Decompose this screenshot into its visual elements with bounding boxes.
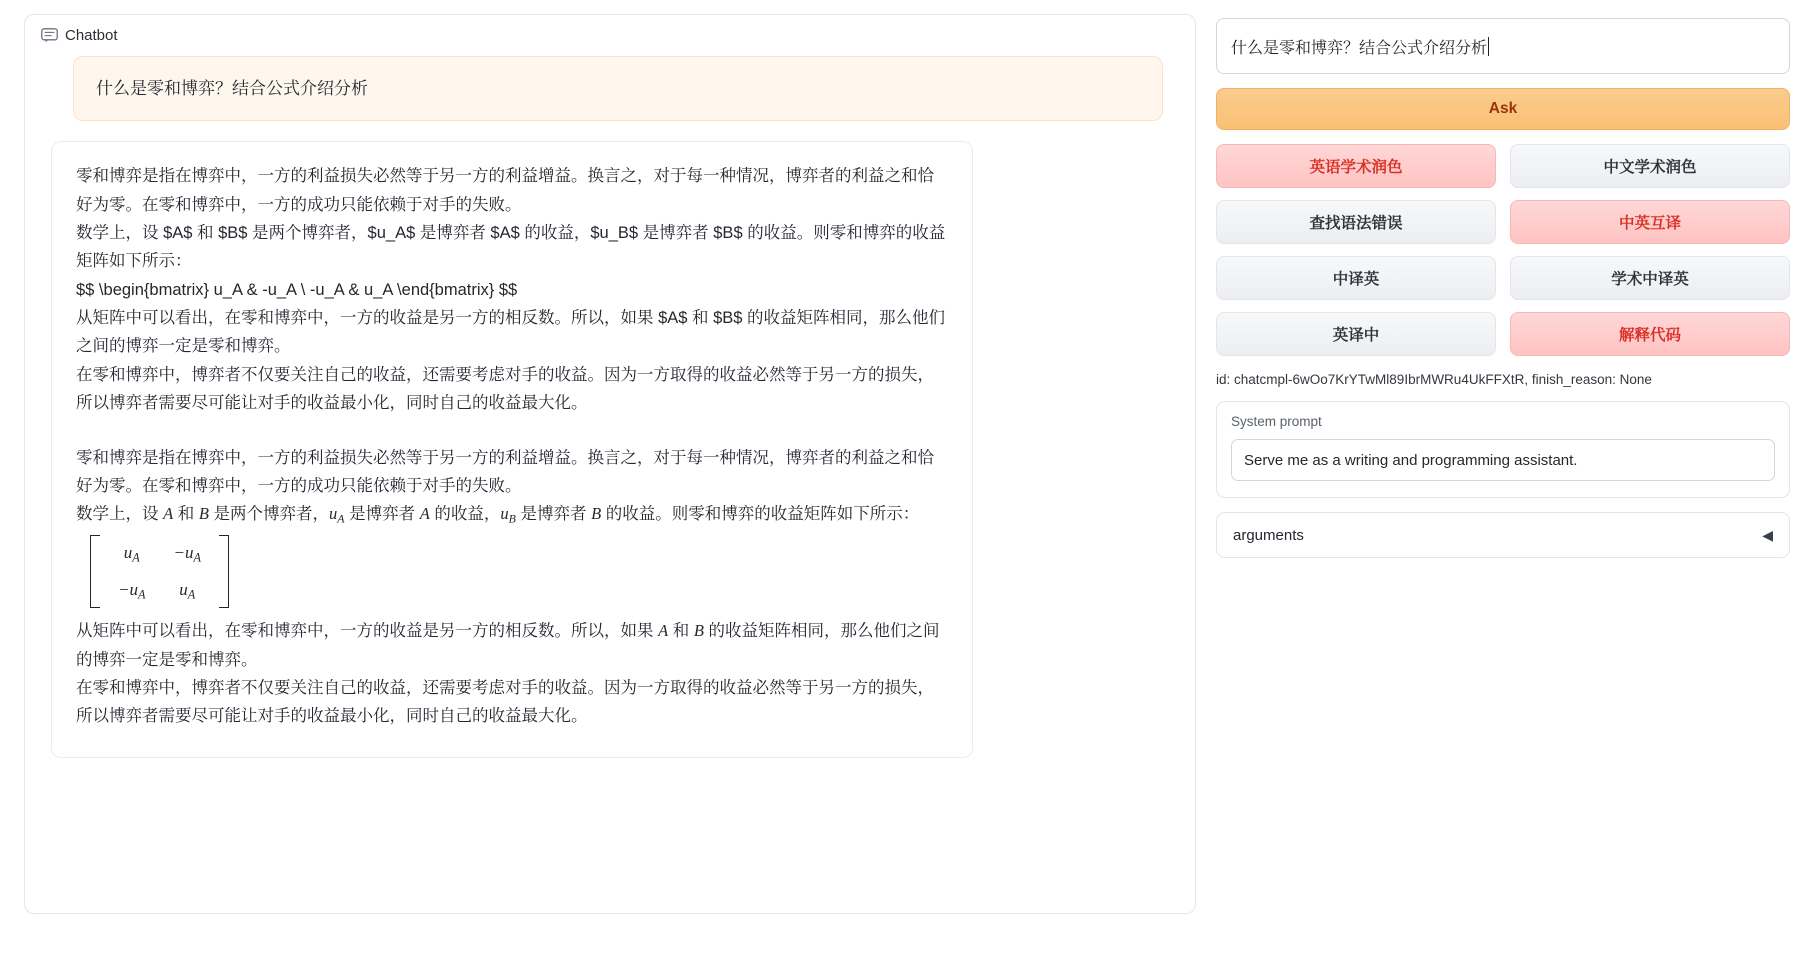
assistant-rendered-para-4	[76, 617, 948, 674]
function-button-label: 中译英	[1332, 271, 1380, 288]
user-message-text: 什么是零和博弈？结合公式介绍分析	[96, 79, 368, 98]
rendered-p2-pre: 数学上，设	[76, 505, 164, 524]
system-prompt-label: System prompt	[1231, 414, 1322, 429]
prompt-input[interactable]	[1216, 18, 1790, 74]
rendered-p2-mid4: 的收益，	[429, 505, 501, 524]
matrix-cell-r2c1: $-u_A$	[118, 579, 146, 601]
function-button-grammar-check[interactable]	[1216, 200, 1496, 244]
arguments-accordion[interactable]	[1216, 512, 1790, 558]
matrix-cell-r2c2: $u_A$	[179, 579, 196, 601]
matrix-row	[104, 535, 215, 571]
text-caret	[1488, 37, 1489, 56]
ask-button[interactable]	[1216, 88, 1790, 130]
matrix-right-bracket	[219, 535, 229, 608]
rendered-p2-mid3: 是博弈者	[344, 505, 420, 524]
function-button-en-to-cn[interactable]	[1216, 312, 1496, 356]
function-button-label: 中英互译	[1618, 215, 1681, 232]
response-meta: id: chatcmpl-6wOo7KrYTwMl89IbrMWRu4UkFFXtR, finish_reason: None	[1216, 372, 1652, 387]
matrix-cell-r1c1: $u_A$	[123, 543, 140, 565]
function-button-label: 查找语法错误	[1309, 215, 1403, 232]
function-button-cn-to-en[interactable]	[1216, 256, 1496, 300]
function-button-grid	[1216, 144, 1790, 356]
assistant-rendered-para-2	[76, 500, 948, 529]
assistant-raw-para-2: 数学上，设 $A$ 和 $B$ 是两个博弈者，$u_A$ 是博弈者 $A$ 的收益，$u_B$ 是博弈者 $B$ 的收益。则零和博弈的收益矩阵如下所示：	[76, 223, 946, 271]
chatbot-panel	[24, 14, 1196, 914]
payoff-matrix	[90, 535, 229, 608]
rendered-var-ua-sub: A	[337, 511, 345, 526]
rendered-p4-pre: 从矩阵中可以看出，在零和博弈中，一方的收益是另一方的相反数。所以，如果	[76, 622, 659, 641]
ask-button-label: Ask	[1488, 100, 1518, 117]
rendered-var-a: A	[163, 504, 174, 524]
assistant-raw-latex-matrix: $$ \begin{bmatrix} u_A & -u_A \ -u_A & u_A \end{bmatrix} $$	[76, 280, 518, 299]
chat-bubble-icon	[41, 28, 58, 43]
prompt-input-value: 什么是零和博弈？结合公式介绍分析	[1231, 39, 1488, 57]
function-button-academic-cn-to-en[interactable]	[1510, 256, 1790, 300]
rendered-p4-end: 的收益矩阵相同，那么他们之间的博弈一定是零和博弈。	[76, 622, 940, 669]
matrix-cell-r1c2: $-u_A$	[173, 543, 201, 565]
rendered-var-b2: B	[591, 504, 602, 524]
assistant-raw-para-1: 零和博弈是指在博弈中，一方的利益损失必然等于另一方的利益增益。换言之，对于每一种情况，博弈者的利益之和恰好为零。在零和博弈中，一方的成功只能依赖于对手的失败。	[76, 167, 934, 214]
function-button-english-polish[interactable]	[1216, 144, 1496, 188]
function-button-label: 英译中	[1332, 327, 1380, 344]
function-button-label: 英语学术润色	[1309, 159, 1403, 176]
system-prompt-value: Serve me as a writing and programming assistant.	[1244, 451, 1578, 469]
rendered-var-a2: A	[419, 504, 430, 524]
rendered-p2-mid2: 是两个博弈者，	[208, 505, 330, 524]
controls-panel	[1216, 14, 1790, 961]
function-button-label: 中文学术润色	[1603, 159, 1697, 176]
system-prompt-group	[1216, 401, 1790, 498]
matrix-left-bracket	[90, 535, 100, 608]
chatbot-label-text: Chatbot	[65, 27, 118, 44]
rendered-p2-mid1: 和	[173, 505, 199, 524]
rendered-p4-var-b: B	[693, 621, 704, 641]
arguments-label: arguments	[1233, 526, 1304, 544]
assistant-raw-para-4: 从矩阵中可以看出，在零和博弈中，一方的收益是另一方的相反数。所以，如果 $A$ 和 $B$ 的收益矩阵相同，那么他们之间的博弈一定是零和博弈。	[76, 309, 946, 356]
rendered-var-ua: u	[329, 504, 338, 524]
function-button-chinese-polish[interactable]	[1510, 144, 1790, 188]
function-button-explain-code[interactable]	[1510, 312, 1790, 356]
assistant-raw-para-5: 在零和博弈中，博弈者不仅要关注自己的收益，还需要考虑对手的收益。因为一方取得的收益必然等于另一方的损失，所以博弈者需要尽可能让对手的收益最小化，同时自己的收益最大化。	[76, 365, 934, 413]
function-button-label: 学术中译英	[1611, 271, 1689, 288]
chevron-left-icon[interactable]: ◀	[1762, 526, 1773, 543]
rendered-var-b: B	[198, 504, 209, 524]
matrix-row	[104, 572, 215, 608]
rendered-var-ub: u	[500, 504, 509, 524]
function-button-label: 解释代码	[1618, 327, 1681, 344]
system-prompt-input[interactable]	[1231, 439, 1775, 481]
rendered-p2-end: 的收益。则零和博弈的收益矩阵如下所示：	[601, 505, 920, 524]
rendered-p4-var-a: A	[658, 621, 669, 641]
user-message-bubble	[73, 56, 1163, 121]
answer-separator	[76, 418, 948, 444]
function-button-cn-en-translate[interactable]	[1510, 200, 1790, 244]
chatbot-panel-label	[37, 25, 122, 52]
assistant-message-bubble	[51, 141, 973, 758]
rendered-var-ub-sub: B	[508, 511, 516, 526]
assistant-rendered-para-1: 零和博弈是指在博弈中，一方的利益损失必然等于另一方的利益增益。换言之，对于每一种情况，博弈者的利益之和恰好为零。在零和博弈中，一方的成功只能依赖于对手的失败。	[76, 448, 934, 495]
rendered-p4-mid: 和	[668, 622, 694, 641]
matrix-table	[104, 535, 215, 608]
assistant-rendered-para-5: 在零和博弈中，博弈者不仅要关注自己的收益，还需要考虑对手的收益。因为一方取得的收益必然等于另一方的损失，所以博弈者需要尽可能让对手的收益最小化，同时自己的收益最大化。	[76, 679, 934, 726]
rendered-p2-mid5: 是博弈者	[515, 505, 592, 524]
